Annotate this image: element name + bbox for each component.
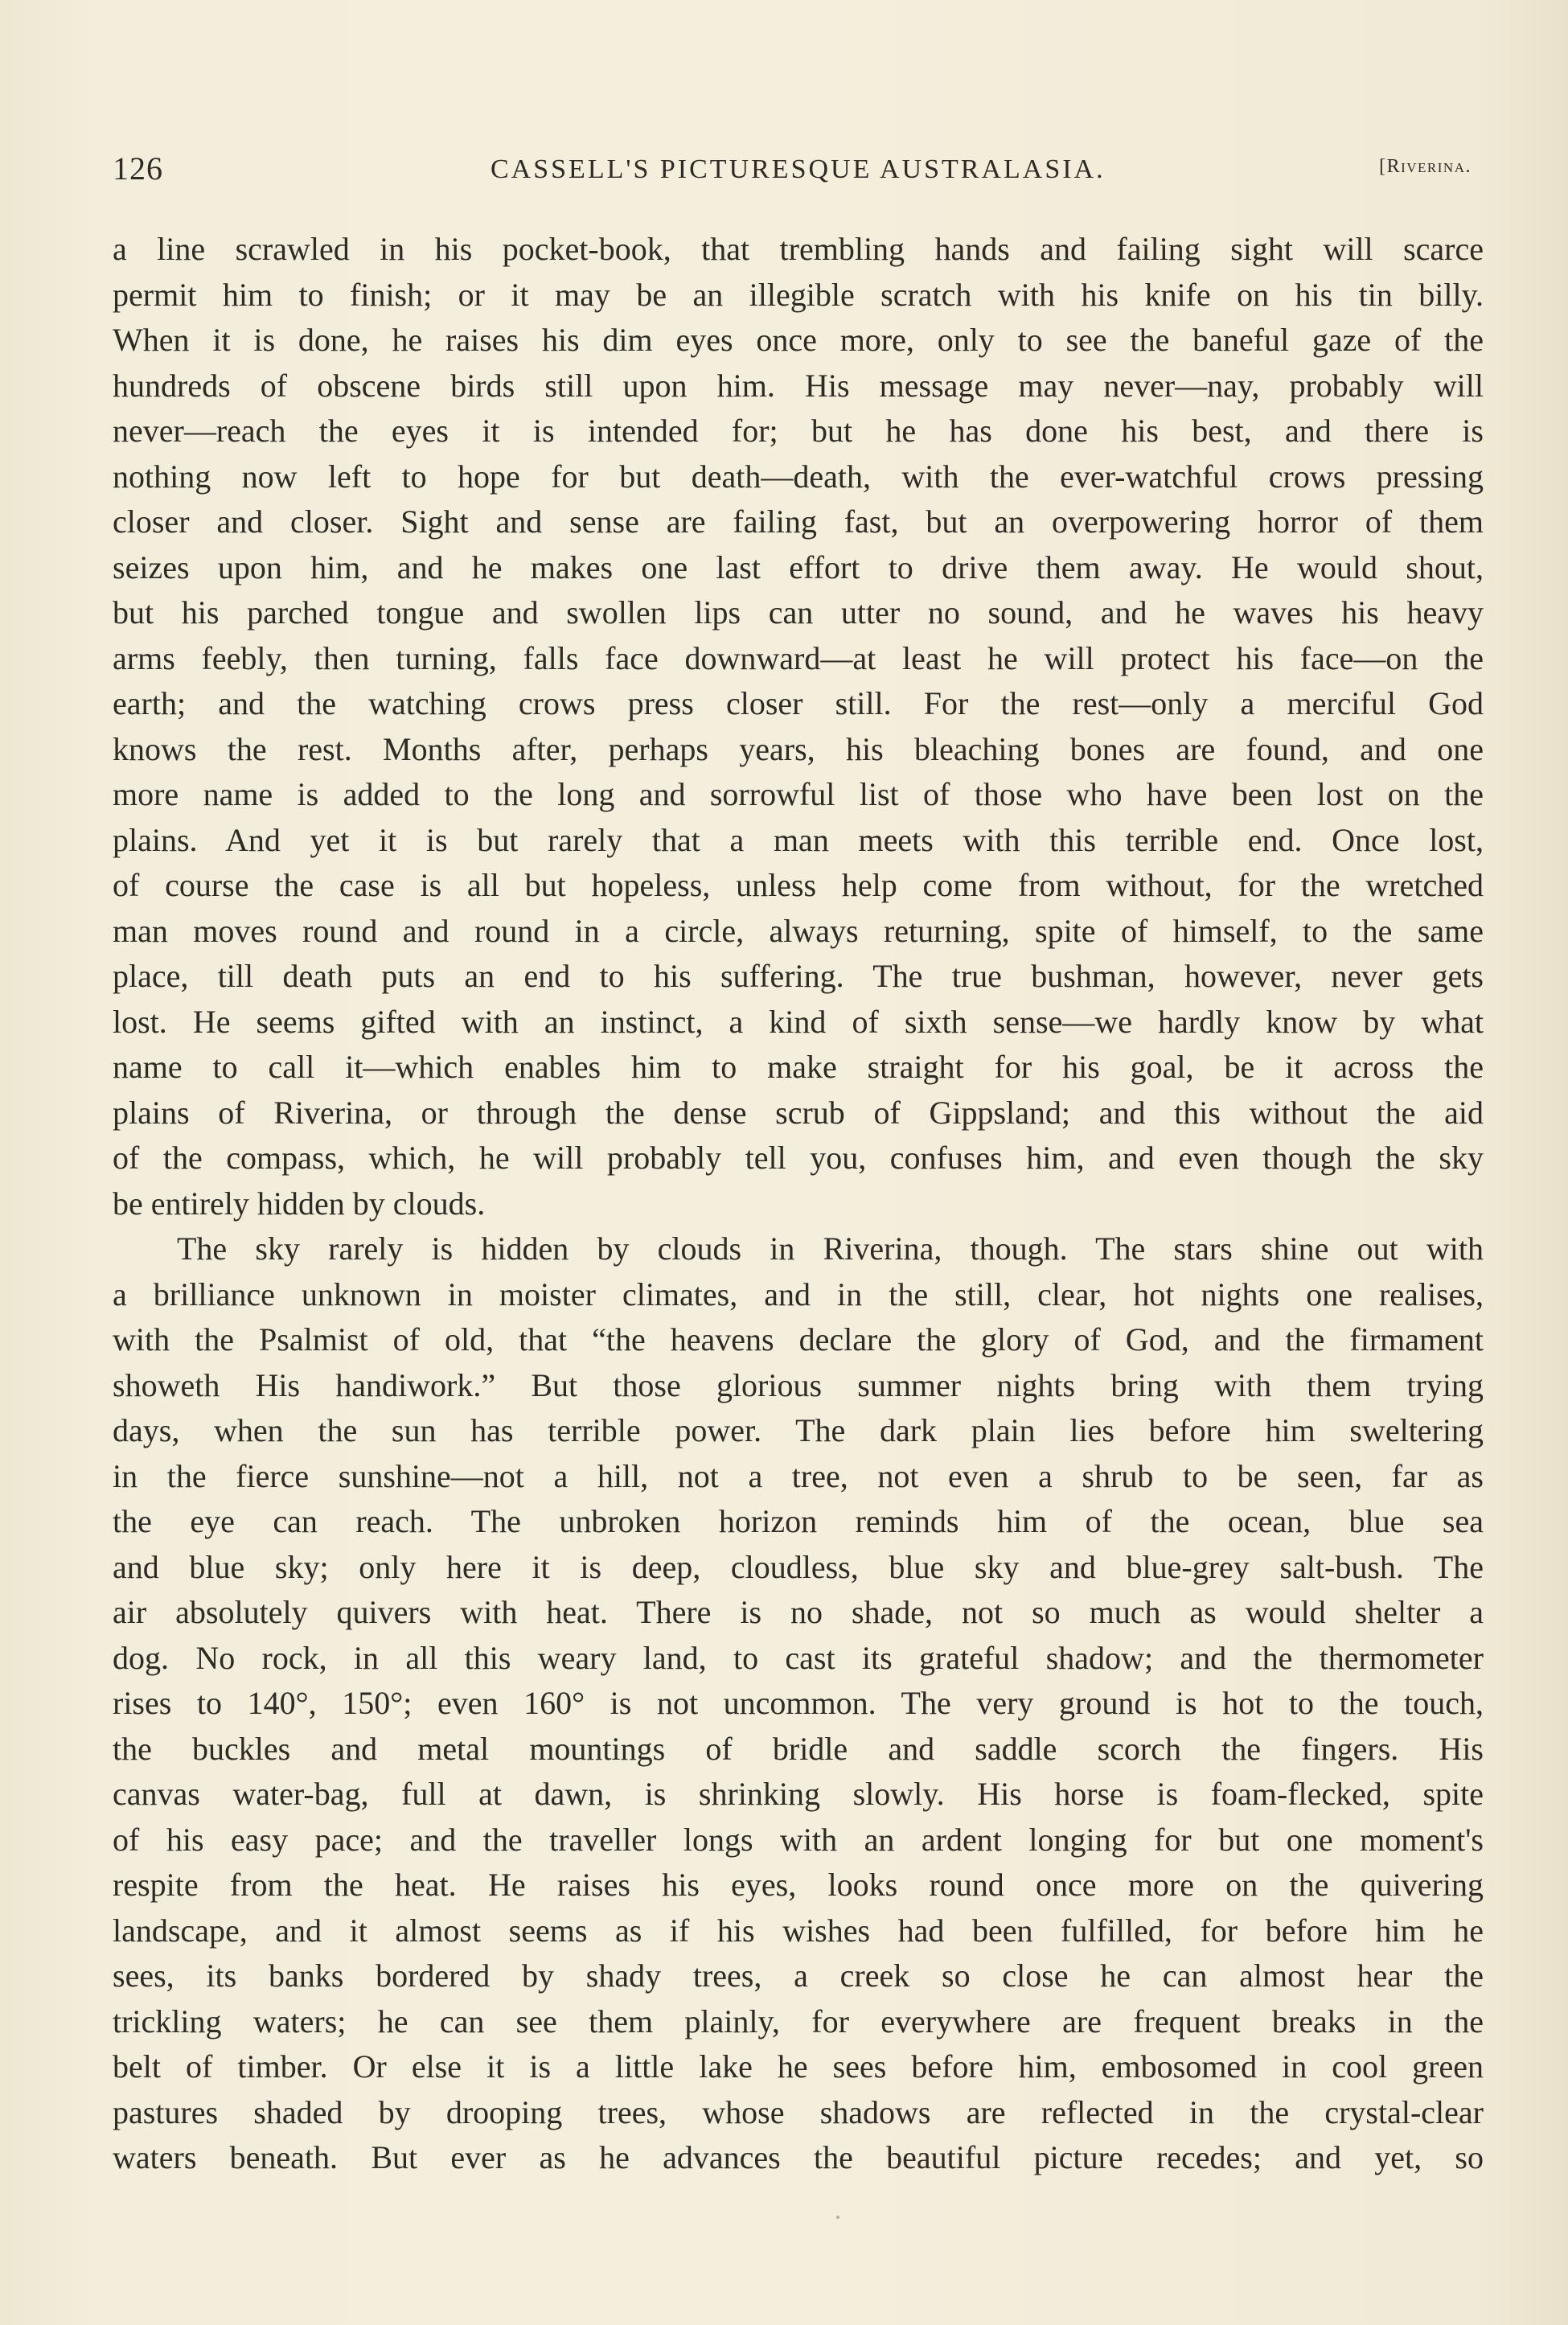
text-line: of course the case is all but hopeless, unless help come from without, for the wretched — [113, 867, 1484, 903]
page-header — [113, 150, 1480, 198]
text-line: days, when the sun has terrible power. The dark plain lies before him sweltering — [113, 1412, 1484, 1448]
text-line: hundreds of obscene birds still upon him. His message may never—nay, probably will — [113, 367, 1484, 404]
paragraph-2 — [113, 1226, 1484, 2181]
text-line: dog. No rock, in all this weary land, to cast its grateful shadow; and the thermometer — [113, 1639, 1484, 1676]
text-line: belt of timber. Or else it is a little lake he sees before him, embosomed in cool green — [113, 2048, 1484, 2085]
text-line: knows the rest. Months after, perhaps years, his bleaching bones are found, and one — [113, 730, 1484, 767]
text-line: but his parched tongue and swollen lips can utter no sound, and he waves his heavy — [113, 594, 1484, 631]
text-line: more name is added to the long and sorrowful list of those who have been lost on the — [113, 776, 1484, 812]
text-line: canvas water-bag, full at dawn, is shrinking slowly. His horse is foam-flecked, spite — [113, 1776, 1484, 1812]
text-line: man moves round and round in a circle, always returning, spite of himself, to the same — [113, 912, 1484, 949]
text-line: earth; and the watching crows press closer still. For the rest—only a merciful God — [113, 685, 1484, 721]
text-line: nothing now left to hope for but death—death, with the ever-watchful crows pressing — [113, 458, 1484, 495]
text-line: name to call it—which enables him to make straight for his goal, be it across the — [113, 1049, 1484, 1085]
text-line: showeth His handiwork.” But those glorious summer nights bring with them trying — [113, 1366, 1484, 1403]
text-line: plains. And yet it is but rarely that a man meets with this terrible end. Once lost, — [113, 821, 1484, 858]
text-line: waters beneath. But ever as he advances the beautiful picture recedes; and yet, so — [113, 2139, 1484, 2175]
text-line: and blue sky; only here it is deep, cloudless, blue sky and blue-grey salt-bush. The — [113, 1548, 1484, 1585]
running-title: CASSELL'S PICTURESQUE AUSTRALASIA. — [491, 154, 1106, 184]
page-number: 126 — [113, 150, 163, 187]
text-line: a line scrawled in his pocket-book, that trembling hands and failing sight will scarce — [113, 231, 1484, 267]
text-line: rises to 140°, 150°; even 160° is not uncommon. The very ground is hot to the touch, — [113, 1685, 1484, 1721]
text-line: respite from the heat. He raises his eyes, looks round once more on the quivering — [113, 1867, 1484, 1903]
text-line: arms feebly, then turning, falls face downward—at least he will protect his face—on the — [113, 639, 1484, 676]
text-line: of the compass, which, he will probably tell you, confuses him, and even though the sky — [113, 1140, 1484, 1176]
text-line: trickling waters; he can see them plainly, for everywhere are frequent breaks in the — [113, 2003, 1484, 2040]
text-line: air absolutely quivers with heat. There is no shade, not so much as would shelter a — [113, 1594, 1484, 1630]
text-line: in the fierce sunshine—not a hill, not a tree, not even a shrub to be seen, far as — [113, 1457, 1484, 1494]
body-text — [113, 227, 1484, 2181]
text-line: a brilliance unknown in moister climates, and in the still, clear, hot nights one realises, — [113, 1275, 1484, 1312]
text-line: When it is done, he raises his dim eyes once more, only to see the baneful gaze of the — [113, 322, 1484, 358]
text-line: landscape, and it almost seems as if his wishes had been fulfilled, for before him he — [113, 1912, 1484, 1949]
text-line: pastures shaded by drooping trees, whose shadows are reflected in the crystal-clear — [113, 2093, 1484, 2130]
text-line: never—reach the eyes it is intended for; but he has done his best, and there is — [113, 413, 1484, 449]
text-line: with the Psalmist of old, that “the heavens declare the glory of God, and the firmament — [113, 1321, 1484, 1358]
text-line: the buckles and metal mountings of bridle and saddle scorch the fingers. His — [113, 1730, 1484, 1767]
text-line: plains of Riverina, or through the dense scrub of Gippsland; and this without the aid — [113, 1094, 1484, 1131]
text-line: closer and closer. Sight and sense are failing fast, but an overpowering horror of them — [113, 503, 1484, 540]
text-line: The sky rarely is hidden by clouds in Riverina, though. The stars shine out with — [177, 1230, 1484, 1267]
text-line: of his easy pace; and the traveller longs with an ardent longing for but one moment's — [113, 1821, 1484, 1858]
text-line: place, till death puts an end to his suffering. The true bushman, however, never gets — [113, 958, 1484, 994]
paragraph-1 — [113, 227, 1484, 1226]
text-line: sees, its banks bordered by shady trees, a creek so close he can almost hear the — [113, 1957, 1484, 1994]
text-line: permit him to finish; or it may be an illegible scratch with his knife on his tin billy. — [113, 276, 1484, 313]
text-line: the eye can reach. The unbroken horizon reminds him of the ocean, blue sea — [113, 1503, 1484, 1539]
section-tag: [Riverina. — [1379, 156, 1472, 177]
text-line: seizes upon him, and he makes one last effort to drive them away. He would shout, — [113, 548, 1484, 585]
ink-speck — [836, 2216, 839, 2219]
text-line: lost. He seems gifted with an instinct, a kind of sixth sense—we hardly know by what — [113, 1003, 1484, 1040]
text-line: be entirely hidden by clouds. — [113, 1185, 486, 1222]
